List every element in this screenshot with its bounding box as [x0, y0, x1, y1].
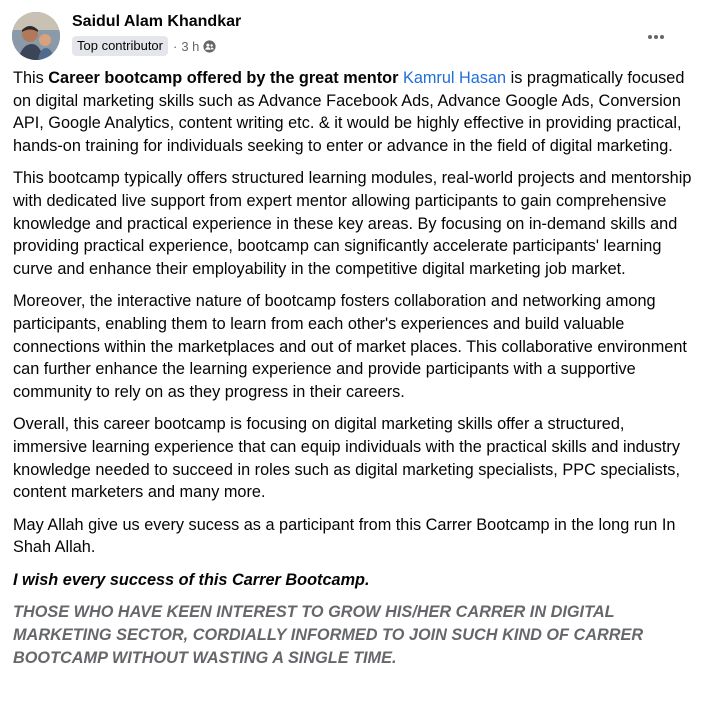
post-time[interactable]: 3 h — [181, 38, 200, 54]
post-body — [13, 67, 693, 679]
top-contributor-badge[interactable]: Top contributor — [72, 36, 168, 56]
paragraph-3: Moreover, the interactive nature of bootcamp fosters collaboration and networking among participants, enabling them to learn from each other's experiences and build valuable connections within the marketplaces and out of market places. This collaborative environment can further enhance the learning experience and provide participants with a supportive community to rely on as they progress in their careers. — [13, 292, 687, 401]
meta-separator: · — [173, 38, 178, 54]
paragraph-7: THOSE WHO HAVE KEEN INTEREST TO GROW HIS/HER CARRER IN DIGITAL MARKETING SECTOR, CORDIALLY INFORMED TO JOIN SUCH KIND OF CARRER BOOTCAMP WITHOUT WASTING A SINGLE TIME. — [13, 603, 644, 667]
paragraph-6: I wish every success of this Carrer Bootcamp. — [13, 570, 370, 589]
avatar[interactable] — [12, 12, 60, 60]
p1-bold: Career bootcamp offered by the great mentor — [48, 69, 403, 87]
paragraph-2: This bootcamp typically offers structured learning modules, real-world projects and mentorship with dedicated live support from expert mentor allowing participants to gain comprehensive knowledge and practical experience in these key areas. By focusing on in-demand skills and providing practical experience, bootcamp can significantly accelerate participants' learning curve and enhance their employability in the competitive digital marketing job market. — [13, 169, 692, 278]
author-name[interactable]: Saidul Alam Khandkar — [72, 13, 242, 30]
paragraph-4: Overall, this career bootcamp is focusing on digital marketing skills offer a structured, immersive learning experience that can equip individuals with the practical skills and industry knowledge needed to succeed in roles such as digital marketing specialists, PPC specialists, content marketers and many more. — [13, 415, 680, 502]
paragraph-1 — [13, 67, 693, 157]
more-options-icon[interactable] — [648, 26, 672, 36]
friends-icon[interactable] — [203, 40, 216, 53]
p1-intro: This — [13, 69, 49, 87]
paragraph-5: May Allah give us every sucess as a participant from this Carrer Bootcamp in the long run In Shah Allah. — [13, 515, 676, 557]
p1-rest: is pragmatically focused on digital marketing skills such as Advance Facebook Ads, Advance Google Ads, Conversion API, Google Analytics, content writing etc. & it would be highly effective in providing practical, hands-on training for individuals seeking to enter or advance in the field of digital marketing. — [13, 69, 685, 155]
post-header — [12, 10, 690, 62]
avatar-photo — [12, 12, 60, 60]
mention-kamrul-hasan[interactable]: Kamrul Hasan — [402, 69, 507, 87]
post-meta — [72, 36, 216, 56]
